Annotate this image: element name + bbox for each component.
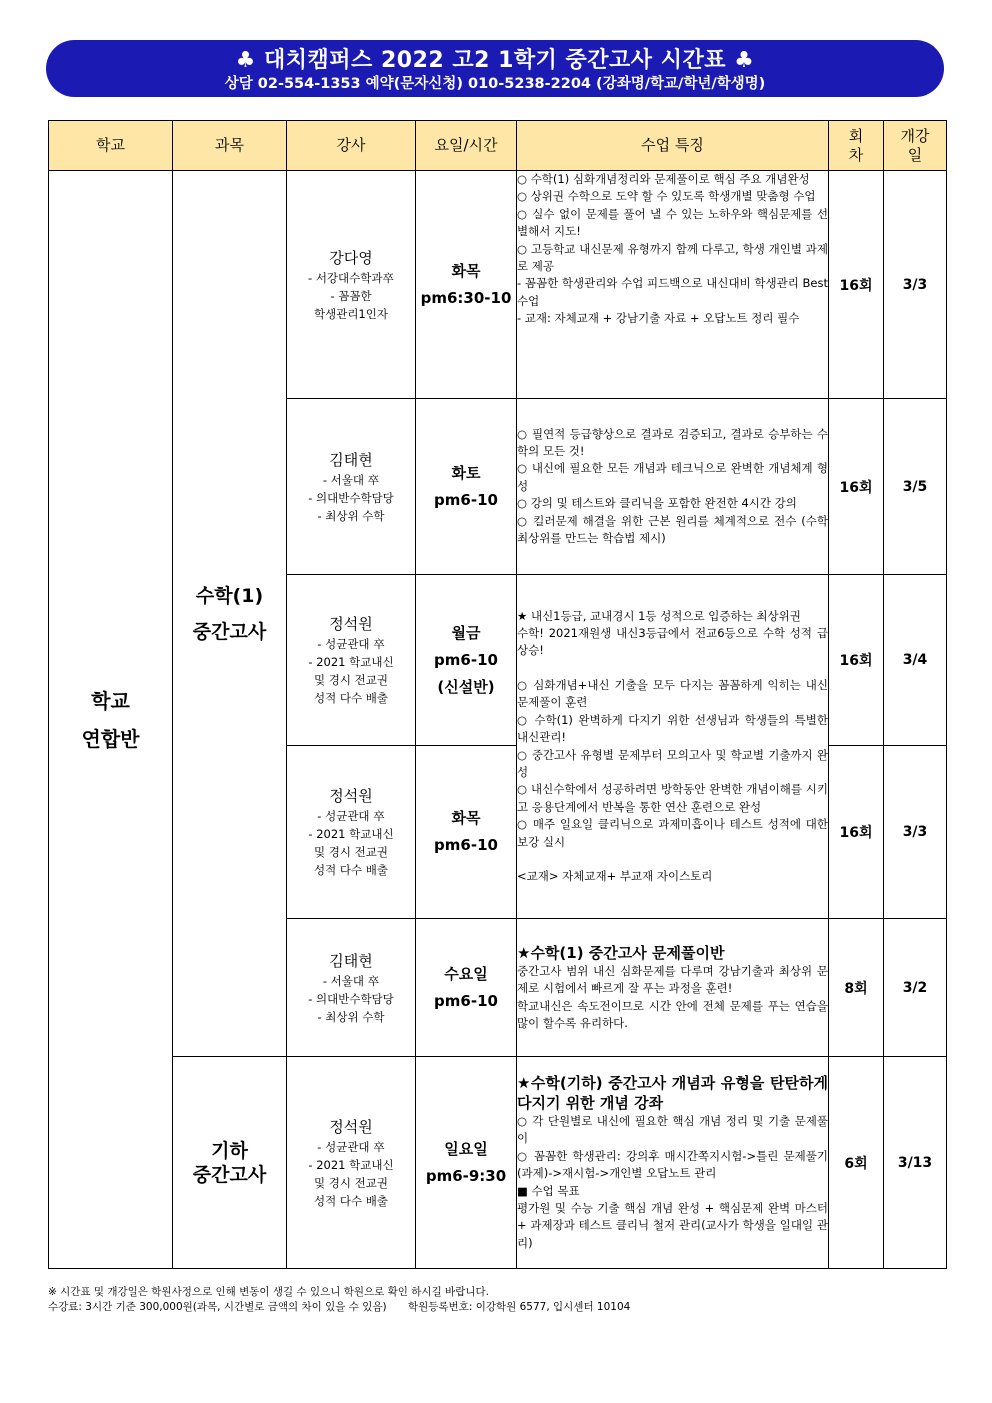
teacher-name: 정석원 (329, 1117, 373, 1136)
schedule-notice: ※ 시간표 및 개강일은 학원사정으로 인해 변동이 생길 수 있으니 학원으로 확인 하시길 바랍니다. (48, 1286, 489, 1298)
start-date-cell: 3/5 (884, 399, 947, 575)
teacher-cell (287, 919, 416, 1057)
start-date-cell: 3/3 (884, 746, 947, 919)
teacher-cell (287, 171, 416, 399)
day-time-cell: 수요일 pm6-10 (416, 919, 517, 1057)
table-row (49, 171, 947, 399)
start-date-cell: 3/2 (884, 919, 947, 1057)
teacher-desc: - 성균관대 卒 - 2021 학교내신 및 경시 전교권 성적 다수 배출 (308, 809, 394, 877)
schedule-table (48, 120, 947, 1269)
fee-text: 수강료: 3시간 기준 300,000원(과목, 시간별로 금액의 차이 있을 수 있음) (48, 1301, 387, 1313)
day-time-cell: 화목 pm6-10 (416, 746, 517, 919)
spacer (517, 660, 828, 677)
sessions-cell: 8회 (829, 919, 884, 1057)
teacher-name: 정석원 (329, 787, 373, 805)
start-date-cell: 3/3 (884, 171, 947, 399)
header-subject: 과목 (173, 121, 287, 171)
start-date-cell: 3/4 (884, 575, 947, 746)
teacher-name: 강다영 (329, 248, 373, 267)
school-cell: 학교 연합반 (49, 171, 173, 1269)
header-sessions: 회 차 (829, 121, 884, 171)
header-day-time: 요일/시간 (416, 121, 517, 171)
day-time-cell: 화목 pm6:30-10 (416, 171, 517, 399)
features-cell: ○ 필연적 등급향상으로 결과로 검증되고, 결과로 승부하는 수학의 모든 것! ○ 내신에 필요한 모든 개념과 테크닉으로 완벽한 개념체계 형성 ○ 강의 및 테스트와 클리닉을 포함한 완전한 4시간 강의 ○ 킬러문제 해결을 위한 근본 원리를 체계적으로 전수 (수학 최상위를 만드는 학습법 제시) (517, 399, 829, 575)
teacher-desc: - 서울대 卒 - 의대반수학담당 - 최상위 수학 (308, 472, 394, 523)
start-date-cell: 3/13 (884, 1057, 947, 1269)
day-time-cell: 화토 pm6-10 (416, 399, 517, 575)
subject-cell-geometry: 기하 중간고사 (173, 1057, 287, 1269)
teacher-name: 정석원 (329, 615, 373, 633)
title-banner (46, 40, 944, 97)
features-cell: ★수학(기하) 중간고사 개념과 유형을 탄탄하게 다지기 위한 개념 강좌 ○ 각 단원별로 내신에 필요한 핵심 개념 정리 및 기출 문제풀이 ○ 꼼꼼한 학생관리: 강의후 매시간쪽지시험->틀린 문제풀기(과제)->재시험->개인별 오답노트 관리 ■ 수업 목표 평가원 및 수능 기출 핵심 개념 완성 + 핵심문제 완벽 마스터+ 과제장과 테스트 클리닉 철저 관리(교사가 학생을 일대일 관리) (517, 1057, 829, 1269)
sessions-cell: 16회 (829, 746, 884, 919)
teacher-desc: - 성균관대 卒 - 2021 학교내신 및 경시 전교권 성적 다수 배출 (308, 637, 394, 705)
header-school: 학교 (49, 121, 173, 171)
table-row (49, 1057, 947, 1269)
teacher-cell (287, 746, 416, 919)
teacher-cell (287, 1057, 416, 1269)
day-time-cell: 일요일 pm6-9:30 (416, 1057, 517, 1269)
fee-info (48, 1299, 630, 1314)
features-cell: ★수학(1) 중간고사 문제풀이반 중간고사 범위 내신 심화문제를 다루며 강남기출과 최상위 문제로 시험에서 빠르게 잘 푸는 과정을 훈련! 학교내신은 속도전이므로 시간 안에 전체 문제를 푸는 연습을 많이 할수록 유리하다. (517, 919, 829, 1057)
page-title: ♣ 대치캠퍼스 2022 고2 1학기 중간고사 시간표 ♣ (235, 48, 755, 73)
teacher-name: 김태현 (329, 951, 373, 970)
contact-info: 상담 02-554-1353 예약(문자신청) 010-5238-2204 (강좌명/학교/학년/학생명) (224, 76, 766, 92)
teacher-desc: - 서강대수학과卒 - 꼼꼼한 학생관리1인자 (308, 270, 394, 321)
sessions-cell: 16회 (829, 575, 884, 746)
teacher-cell (287, 399, 416, 575)
sessions-cell: 16회 (829, 399, 884, 575)
header-teacher: 강사 (287, 121, 416, 171)
teacher-desc: - 성균관대 卒 - 2021 학교내신 및 경시 전교권 성적 다수 배출 (308, 1139, 394, 1208)
sessions-cell: 16회 (829, 171, 884, 399)
teacher-name: 김태현 (329, 450, 373, 469)
teacher-cell (287, 575, 416, 746)
registration-number: 학원등록번호: 이강학원 6577, 입시센터 10104 (407, 1301, 631, 1313)
merged-features-cell: ★ 내신1등급, 교내경시 1등 성적으로 입증하는 최상위권 수학! 2021재원생 내신3등급에서 전교6등으로 수학 성적 급 상승! ○ 심화개념+내신 기출을 모두 다지는 꼼꼼하게 익히는 내신문제풀이 훈련 ○ 수학(1) 완벽하게 다지기 위한 선생님과 학생들의 특별한 내신관리! ○ 중간고사 유형별 문제부터 모의고사 및 학교별 기출까지 완성 ○ 내신수학에서 성공하려면 방학동안 완벽한 개념이해를 시키고 응용단계에서 반복을 통한 연산 훈련으로 완성 ○ 매주 일요일 클리닉으로 과제미흡이나 테스트 성적에 대한 보강 실시 <교재> 자체교재+ 부교재 자이스토리 (517, 575, 829, 919)
day-time-cell: 월금 pm6-10 (신설반) (416, 575, 517, 746)
sessions-cell: 6회 (829, 1057, 884, 1269)
spacer (517, 851, 828, 868)
header-start-date: 개강 일 (884, 121, 947, 171)
teacher-desc: - 서울대 卒 - 의대반수학담당 - 최상위 수학 (308, 973, 394, 1024)
subject-cell-math1: 수학(1) 중간고사 (173, 171, 287, 1057)
header-features: 수업 특징 (517, 121, 829, 171)
features-cell: ○ 수학(1) 심화개념정리와 문제풀이로 핵심 주요 개념완성 ○ 상위권 수학으로 도약 할 수 있도록 학생개별 맞춤형 수업 ○ 실수 없이 문제를 풀어 낼 수 있는 노하우와 핵심문제를 선별해서 지도! ○ 고등학교 내신문제 유형까지 함께 다루고, 학생 개인별 과제로 제공 - 꼼꼼한 학생관리와 수업 피드백으로 내신대비 학생관리 Best수업 - 교재: 자체교재 + 강남기출 자료 + 오답노트 정리 필수 (517, 171, 829, 399)
header-row (49, 121, 947, 171)
